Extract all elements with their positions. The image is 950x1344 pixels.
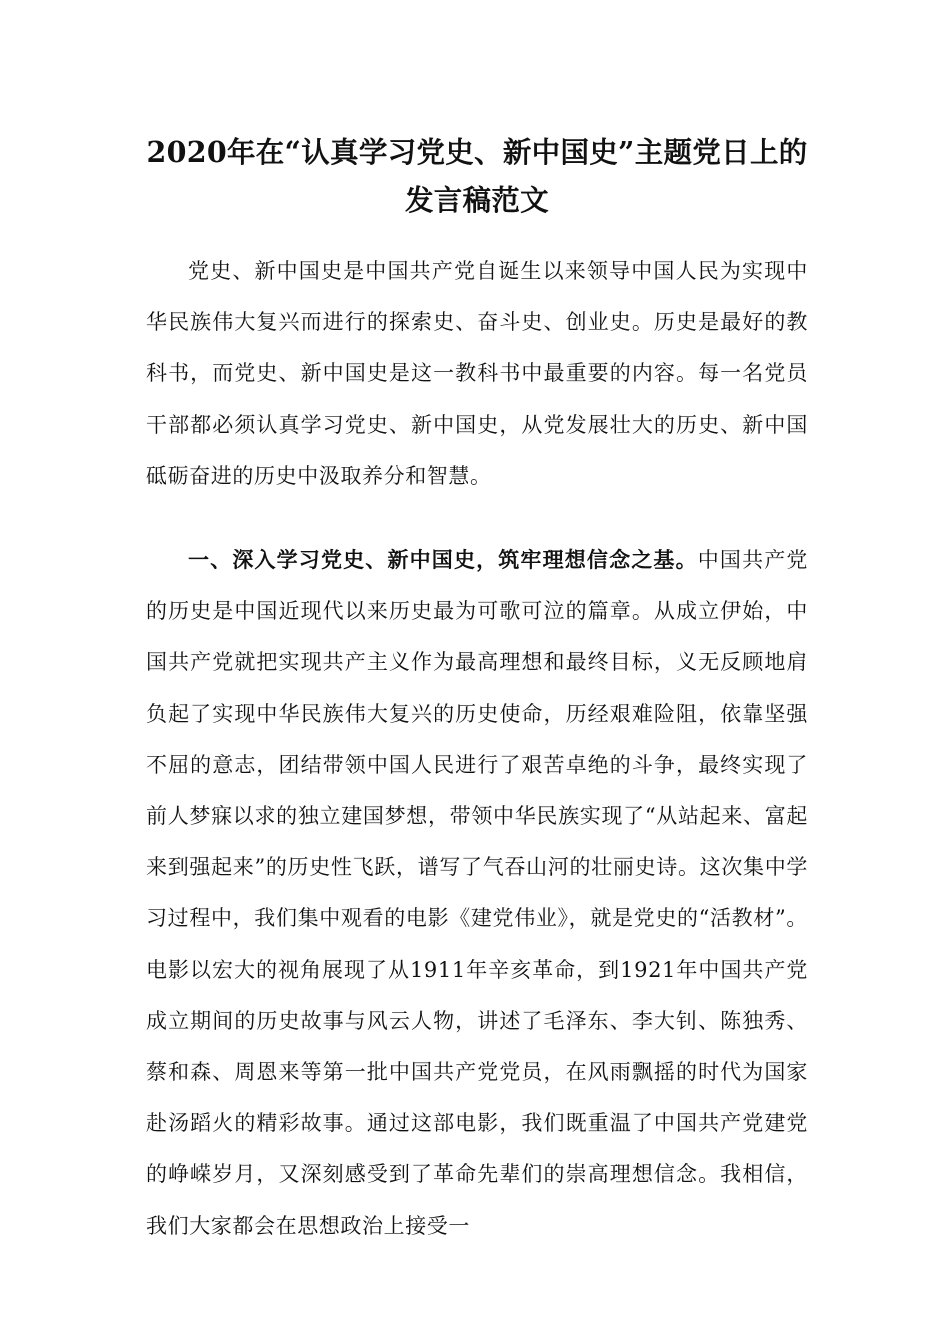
- document-body: [146, 128, 808, 1252]
- section-1-paragraph: [146, 534, 808, 1252]
- document-title: 2020年在“认真学习党史、新中国史”主题党日上的发言稿范文: [146, 135, 808, 217]
- intro-paragraph: 党史、新中国史是中国共产党自诞生以来领导中国人民为实现中华民族伟大复兴而进行的探索史、奋斗史、创业史。历史是最好的教科书，而党史、新中国史是这一教科书中最重要的内容。每一名党员干部都必须认真学习党史、新中国史，从党发展壮大的历史、新中国砥砺奋进的历史中汲取养分和智慧。: [146, 259, 808, 488]
- section-1-heading: 一、深入学习党史、新中国史，筑牢理想信念之基。: [188, 547, 698, 573]
- section-1-body: 中国共产党的历史是中国近现代以来历史最为可歌可泣的篇章。从成立伊始，中国共产党就把实现共产主义作为最高理想和最终目标，义无反顾地肩负起了实现中华民族伟大复兴的历史使命，历经艰难险阻，依靠坚强不屈的意志，团结带领中国人民进行了艰苦卓绝的斗争，最终实现了前人梦寐以求的独立建国梦想，带领中华民族实现了“从站起来、富起来到强起来”的历史性飞跃，谱写了气吞山河的壮丽史诗。这次集中学习过程中，我们集中观看的电影《建党伟业》，就是党史的“活教材”。电影以宏大的视角展现了从1911年辛亥革命，到1921年中国共产党成立期间的历史故事与风云人物，讲述了毛泽东、李大钊、陈独秀、蔡和森、周恩来等第一批中国共产党党员，在风雨飘摇的时代为国家赴汤蹈火的精彩故事。通过这部电影，我们既重温了中国共产党建党的峥嵘岁月，又深刻感受到了革命先辈们的崇高理想信念。我相信，我们大家都会在思想政治上接受一: [146, 548, 808, 1238]
